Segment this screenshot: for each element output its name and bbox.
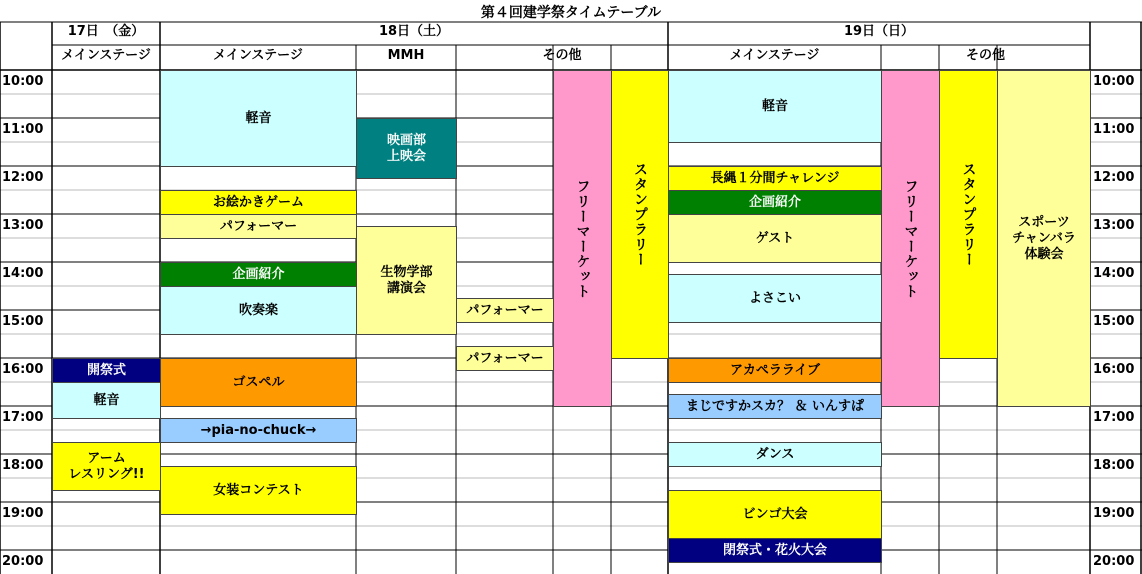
time-label-left: 12:00 (2, 170, 44, 185)
time-label-right: 14:00 (1093, 266, 1135, 281)
time-label-right: 13:00 (1093, 218, 1135, 233)
event-block (456, 346, 554, 371)
event-block (160, 262, 357, 287)
event-block (356, 226, 457, 335)
time-label-right: 18:00 (1093, 458, 1135, 473)
event-label: 軽音 (245, 110, 272, 126)
time-label-left: 11:00 (2, 122, 44, 137)
column-header-18-other: その他 (542, 48, 582, 63)
event-label: 女装コンテスト (213, 482, 304, 498)
event-label: 企画紹介 (748, 194, 801, 210)
event-block (356, 118, 457, 179)
event-block (668, 70, 882, 143)
time-label-left: 15:00 (2, 314, 44, 329)
time-label-right: 19:00 (1093, 506, 1135, 521)
event-block (611, 70, 669, 359)
page-title: 第４回建学祭タイムテーブル (480, 5, 662, 21)
event-block (668, 490, 882, 539)
event-label: スタンプラリー (960, 162, 977, 267)
event-block (939, 70, 998, 359)
event-block (668, 190, 882, 215)
event-label: お絵かきゲーム (212, 194, 304, 210)
event-label: フリーマーケット (902, 178, 919, 299)
event-label: 映画部 上映会 (386, 132, 426, 164)
event-label: 生物学部 講演会 (380, 264, 433, 296)
day-header-18: 18日（土） (378, 24, 450, 39)
event-label: →pia-no-chuck→ (200, 422, 317, 438)
time-label-left: 16:00 (2, 362, 44, 377)
event-label: ビンゴ大会 (742, 506, 808, 522)
time-label-right: 17:00 (1093, 410, 1135, 425)
event-block (668, 358, 882, 383)
day-header-17: 17日 （金） (67, 24, 145, 39)
event-block (881, 70, 940, 407)
event-label: フリーマーケット (574, 178, 591, 299)
event-block (668, 274, 882, 323)
time-label-right: 16:00 (1093, 362, 1135, 377)
event-label: スポーツ チャンバラ 体験会 (1012, 214, 1076, 262)
column-header-19-other: その他 (965, 48, 1005, 63)
event-label: ゲスト (755, 230, 795, 246)
time-label-left: 10:00 (2, 74, 44, 89)
event-label: よさこい (748, 290, 801, 306)
event-label: ゴスペル (232, 374, 285, 390)
event-block (668, 394, 882, 419)
event-label: パフォーマー (466, 350, 544, 366)
column-header-19-main: メインステージ (729, 48, 820, 63)
event-label: スタンプラリー (632, 162, 648, 267)
event-block (52, 442, 161, 491)
event-block (668, 166, 882, 191)
event-block (52, 358, 161, 383)
event-block (456, 298, 554, 323)
event-block (668, 442, 882, 467)
time-label-left: 19:00 (2, 506, 44, 521)
time-label-right: 10:00 (1093, 74, 1135, 89)
event-label: 軽音 (761, 98, 788, 114)
event-block (160, 286, 357, 335)
time-label-left: 20:00 (2, 554, 44, 569)
event-label: アカペラライブ (729, 362, 821, 378)
event-block (160, 214, 357, 239)
event-label: 企画紹介 (232, 266, 285, 282)
event-block (160, 190, 357, 215)
event-block (160, 70, 357, 167)
event-block (160, 466, 357, 515)
day-header-19: 19日（日） (843, 24, 915, 39)
time-label-right: 11:00 (1093, 122, 1135, 137)
time-label-left: 18:00 (2, 458, 44, 473)
event-label: 軽音 (93, 392, 120, 408)
event-label: まじですかスカ？ ＆ いんすぱ (685, 398, 865, 414)
column-header-18-mmh: MMH (387, 48, 425, 63)
event-block (160, 418, 357, 443)
event-block (553, 70, 612, 407)
time-label-right: 12:00 (1093, 170, 1135, 185)
time-label-left: 17:00 (2, 410, 44, 425)
column-header-17-main: メインステージ (61, 48, 151, 63)
time-label-left: 13:00 (2, 218, 44, 233)
event-block (160, 358, 357, 407)
event-label: アーム レスリング!! (68, 450, 145, 482)
event-block (668, 538, 882, 563)
event-label: 開祭式 (86, 362, 126, 378)
event-block (52, 382, 161, 419)
event-label: ダンス (755, 446, 795, 462)
event-label: パフォーマー (219, 218, 298, 234)
event-block (668, 214, 882, 263)
time-label-right: 15:00 (1093, 314, 1135, 329)
event-label: 長縄１分間チャレンジ (710, 170, 840, 186)
event-block (997, 70, 1091, 407)
event-label: 閉祭式・花火大会 (722, 542, 827, 558)
column-header-18-main: メインステージ (213, 48, 303, 63)
time-label-right: 20:00 (1093, 554, 1135, 569)
time-label-left: 14:00 (2, 266, 44, 281)
event-label: パフォーマー (466, 302, 544, 318)
event-label: 吹奏楽 (238, 302, 278, 318)
